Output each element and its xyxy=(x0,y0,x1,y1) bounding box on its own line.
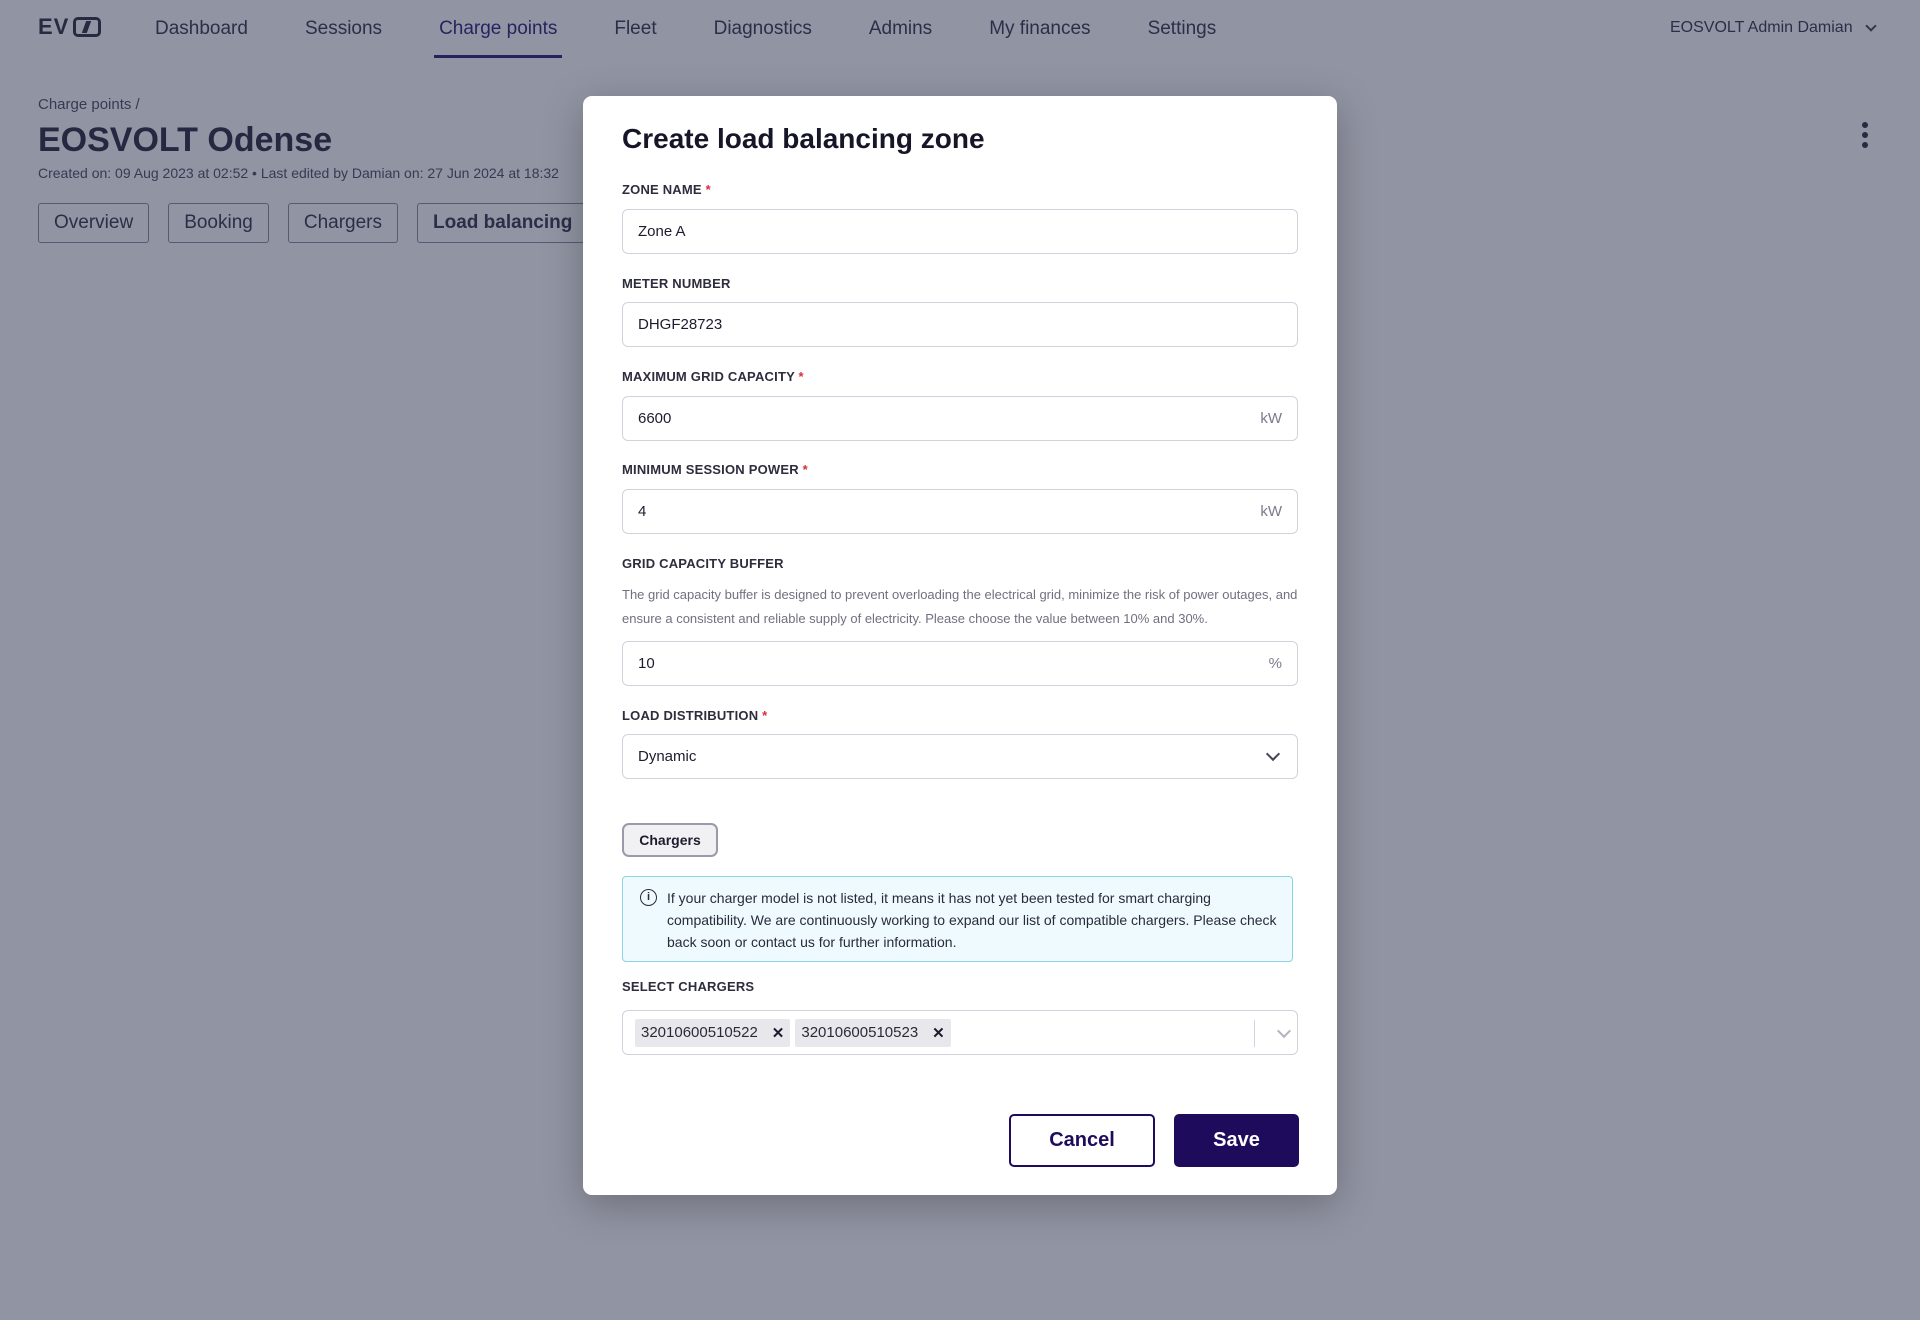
grid-buffer-unit: % xyxy=(1268,655,1282,672)
charger-tag-label: 32010600510522 xyxy=(641,1024,758,1041)
cancel-button[interactable]: Cancel xyxy=(1009,1114,1155,1167)
chevron-down-icon[interactable] xyxy=(1277,1024,1291,1038)
meter-number-value: DHGF28723 xyxy=(638,316,723,333)
info-circle-icon: i xyxy=(640,889,657,906)
info-banner xyxy=(622,876,1293,962)
select-chargers-label: SELECT CHARGERS xyxy=(622,979,755,994)
zone-name-label: ZONE NAME * xyxy=(622,182,711,197)
zone-name-value: Zone A xyxy=(638,223,686,240)
grid-buffer-label: GRID CAPACITY BUFFER xyxy=(622,556,784,571)
load-distribution-label: LOAD DISTRIBUTION * xyxy=(622,708,768,723)
load-distribution-select[interactable] xyxy=(622,734,1298,779)
min-session-power-value: 4 xyxy=(638,503,647,520)
charger-tag-label: 32010600510523 xyxy=(801,1024,919,1041)
charger-tag xyxy=(795,1019,950,1047)
meter-number-input[interactable] xyxy=(622,302,1298,347)
max-grid-capacity-value: 6600 xyxy=(638,410,672,427)
max-grid-capacity-label: MAXIMUM GRID CAPACITY * xyxy=(622,369,804,384)
select-chargers-input[interactable] xyxy=(622,1010,1298,1055)
modal-title: Create load balancing zone xyxy=(622,123,985,154)
save-button[interactable]: Save xyxy=(1174,1114,1299,1167)
charger-tag xyxy=(635,1019,790,1047)
min-session-power-label: MINIMUM SESSION POWER * xyxy=(622,462,808,477)
select-divider xyxy=(1254,1020,1255,1047)
close-icon[interactable]: ✕ xyxy=(932,1024,945,1042)
close-icon[interactable]: ✕ xyxy=(771,1024,785,1042)
max-grid-capacity-input[interactable] xyxy=(622,396,1298,441)
grid-buffer-value: 10 xyxy=(638,655,655,672)
grid-buffer-help: The grid capacity buffer is designed to prevent overloading the electrical grid, minimize the risk of power outages, and ensure a consistent and reliable supply of electricity. Please choose the value between 10% and 30%. xyxy=(622,587,1298,626)
min-session-power-unit: kW xyxy=(1260,503,1282,520)
max-grid-capacity-unit: kW xyxy=(1260,410,1282,427)
chevron-down-icon xyxy=(1266,746,1280,760)
info-text: If your charger model is not listed, it means it has not yet been tested for smart charging compatibility. We are continuously working to expand our list of compatible chargers. Please check back soon or contact us for further information. xyxy=(667,890,1277,950)
meter-number-label: METER NUMBER xyxy=(622,276,731,291)
create-zone-modal xyxy=(583,96,1337,1195)
zone-name-input[interactable] xyxy=(622,209,1298,254)
min-session-power-input[interactable] xyxy=(622,489,1298,534)
grid-buffer-input[interactable] xyxy=(622,641,1298,686)
load-distribution-value: Dynamic xyxy=(638,748,697,765)
chargers-button[interactable]: Chargers xyxy=(622,823,718,857)
